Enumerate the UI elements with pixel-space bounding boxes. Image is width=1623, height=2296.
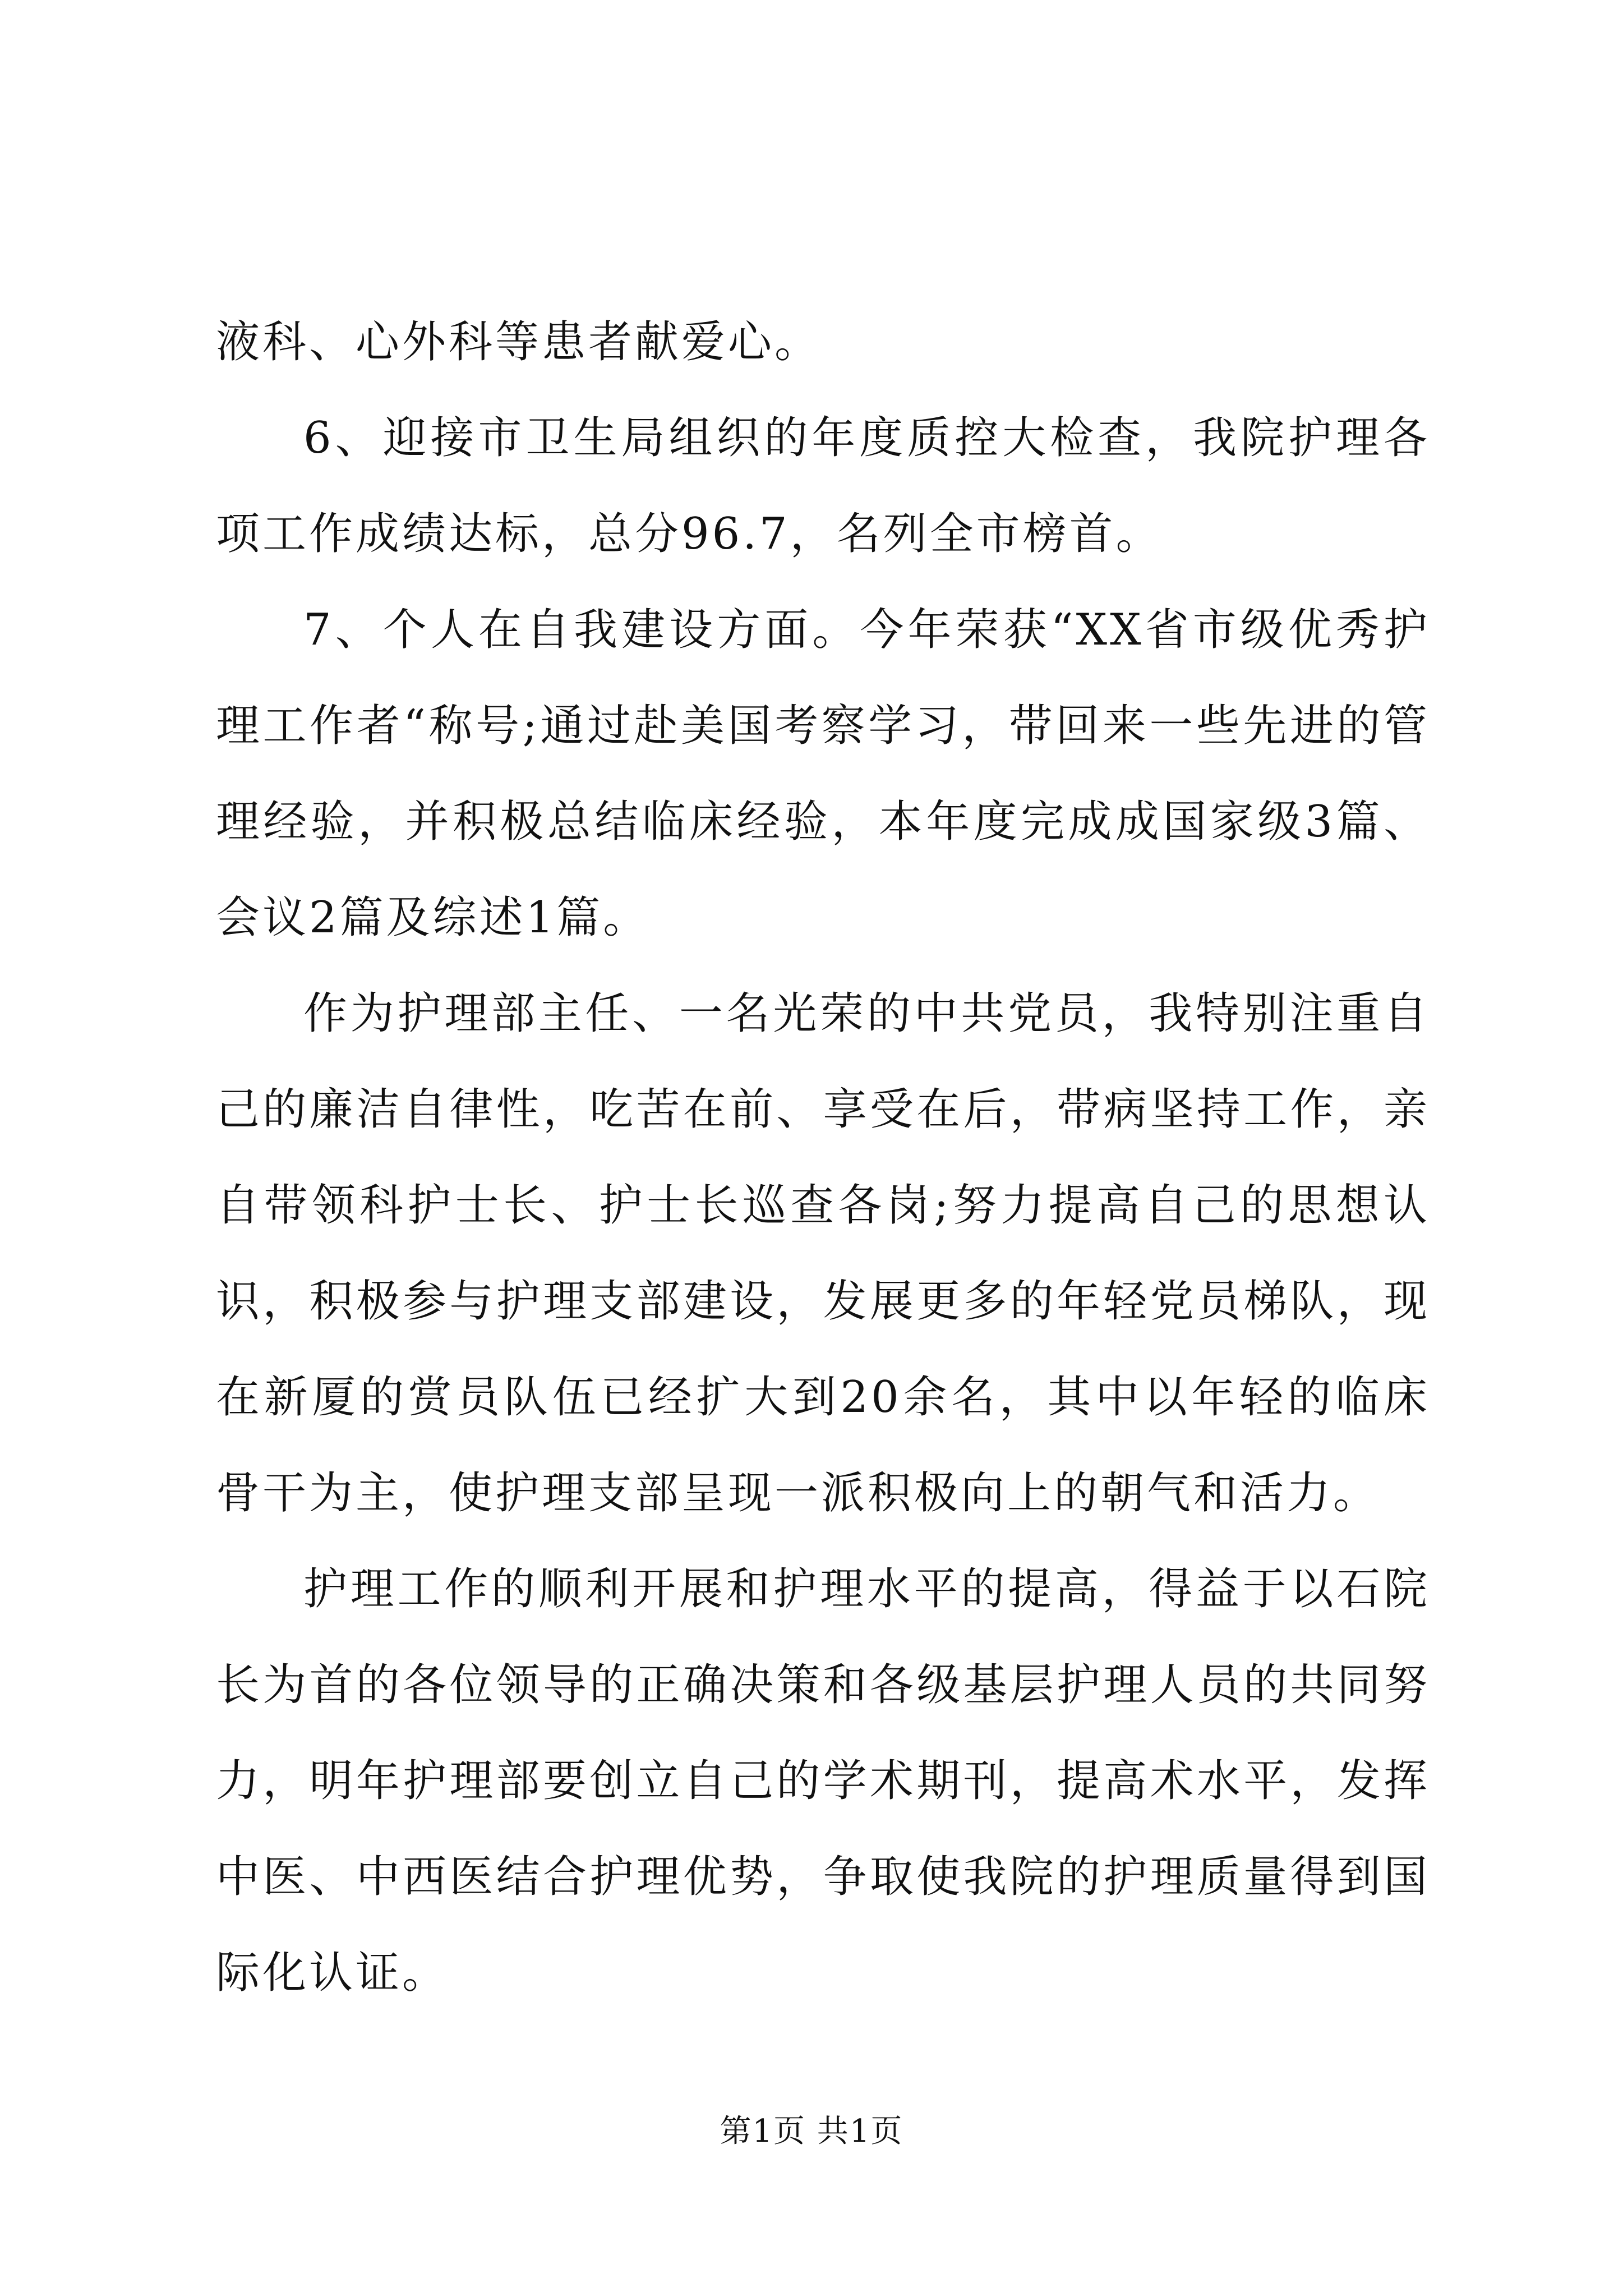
document-body: [216, 295, 1430, 2021]
paragraph-continuation: 液科、心外科等患者献爱心。: [216, 317, 822, 367]
paragraph-conclusion: 护理工作的顺利开展和护理水平的提高，得益于以石院长为首的各位领导的正确决策和各级基层护理人员的共同努力，明年护理部要创立自己的学术期刊，提高术水平，发挥中医、中西医结合护理优势，争取使我院的护理质量得到国际化认证。: [216, 1564, 1430, 1998]
page-footer: 第1页 共1页: [720, 2113, 903, 2150]
paragraph-item-6: 6、迎接市卫生局组织的年度质控大检查，我院护理各项工作成绩达标，总分96.7，名列全市榜首。: [216, 413, 1430, 559]
paragraph-item-7: 7、个人在自我建设方面。今年荣获“XX省市级优秀护理工作者“称号;通过赴美国考察学习，带回来一些先进的管理经验，并积极总结临床经验，本年度完成成国家级3篇、会议2篇及综述1篇。: [216, 605, 1430, 943]
paragraph-self-discipline: 作为护理部主任、一名光荣的中共党员，我特别注重自己的廉洁自律性，吃苦在前、享受在后，带病坚持工作，亲自带领科护士长、护士长巡查各岗;努力提高自己的思想认识，积极参与护理支部建设，发展更多的年轻党员梯队，现在新厦的赏员队伍已经扩大到20余名，其中以年轻的临床骨干为主，使护理支部呈现一派积极向上的朝气和活力。: [216, 988, 1430, 1519]
